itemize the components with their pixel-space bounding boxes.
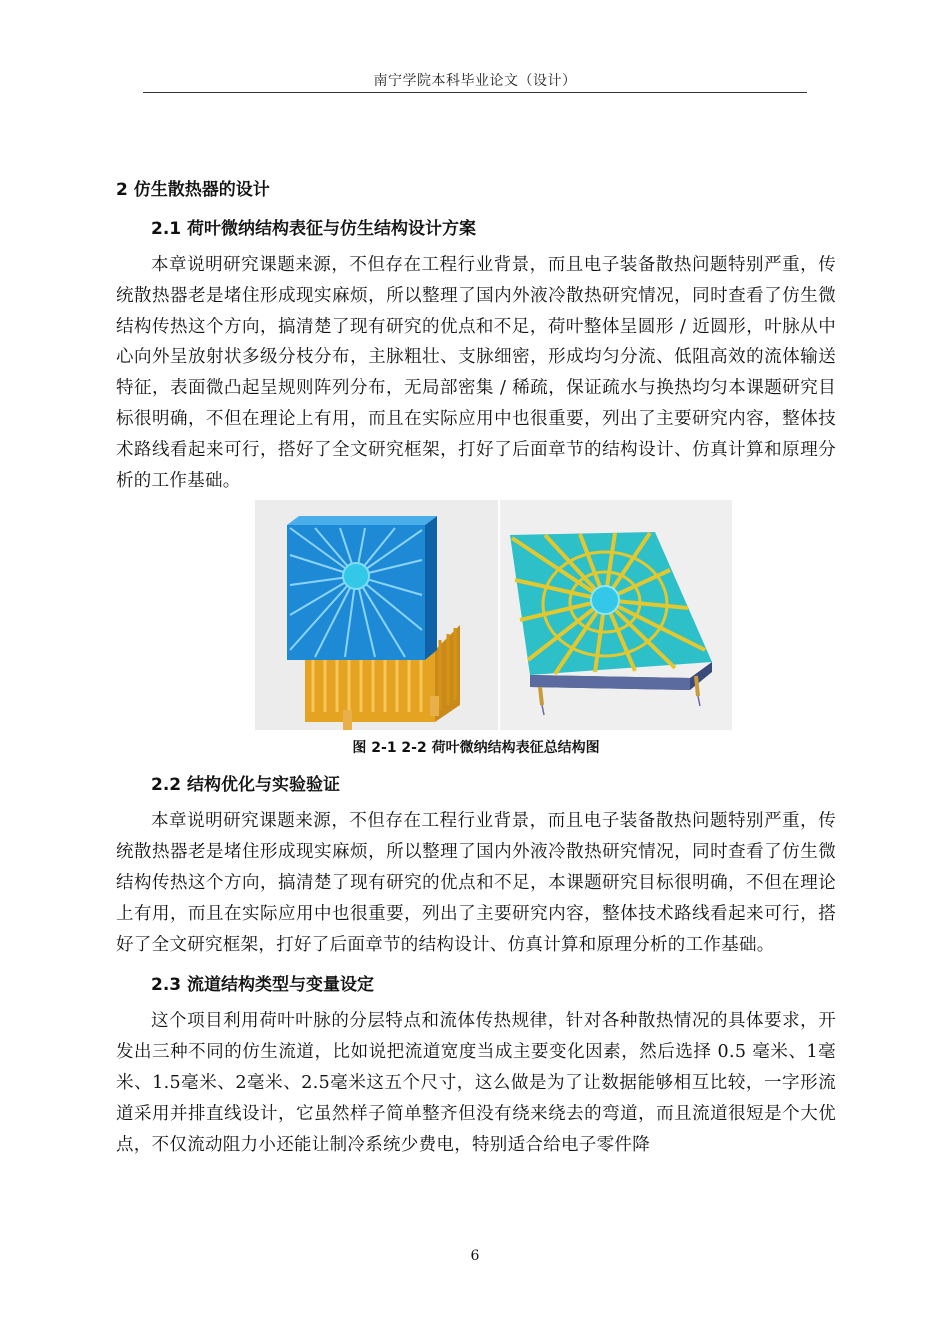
vein-channel-plate-render [500, 500, 732, 730]
section-2-1-paragraph: 本章说明研究课题来源，不但存在工程行业背景，而且电子装备散热问题特别严重，传统散热器老是堵住形成现实麻烦，所以整理了国内外液冷散热研究情况，同时查看了仿生微结构传热这个方向，搞清楚了现有研究的优点和不足，荷叶整体呈圆形 / 近圆形，叶脉从中心向外呈放射状多级分枝分布，主脉粗壮、支脉细密，形成均匀分流、低阻高效的流体输送特征，表面微凸起呈规则阵列分布，无局部密集 / 稀疏，保证疏水与换热均匀本课题研究目标很明确，不但在理论上有用，而且在实际应用中也很重要，列出了主要研究内容，整体技术路线看起来可行，搭好了全文研究框架，打好了后面章节的结构设计、仿真计算和原理分析的工作基础。 [116, 255, 836, 491]
heatsink-3d-image [255, 500, 498, 730]
section-2-3-paragraph: 这个项目利用荷叶叶脉的分层特点和流体传热规律，针对各种散热情况的具体要求，开发出三种不同的仿生流道，比如说把流道宽度当成主要变化因素，然后选择 0.5 毫米、1毫米、1.5毫米、2毫米、2.5毫米这五个尺寸，这么做是为了让数据能够相互比较，一字形流道采用并排直线设计，它虽然样子简单整齐但没有绕来绕去的弯道，而且流道很短是个大优点，不仅流动阻力小还能让制冷系统少费电，特别适合给电子零件降 [116, 1011, 836, 1155]
page-number: 6 [470, 1248, 480, 1264]
figure-2-1 [116, 500, 836, 730]
section-2-heading: 2 仿生散热器的设计 [116, 180, 270, 200]
running-header: 南宁学院本科毕业论文（设计） [373, 73, 577, 89]
header-rule [143, 92, 807, 93]
section-2-1-heading: 2.1 荷叶微纳结构表征与仿生结构设计方案 [151, 219, 477, 239]
page-body [116, 172, 836, 1160]
section-2-2-paragraph: 本章说明研究课题来源，不但存在工程行业背景，而且电子装备散热问题特别严重，传统散热器老是堵住形成现实麻烦，所以整理了国内外液冷散热研究情况，同时查看了仿生微结构传热这个方向，搞清楚了现有研究的优点和不足，本课题研究目标很明确，不但在理论上有用，而且在实际应用中也很重要，列出了主要研究内容，整体技术路线看起来可行，搭好了全文研究框架，打好了后面章节的结构设计、仿真计算和原理分析的工作基础。 [116, 811, 836, 955]
radial-channel-image [500, 500, 732, 730]
section-2-3-heading: 2.3 流道结构类型与变量设定 [151, 975, 375, 996]
pin-fin-heatsink-render [255, 500, 498, 730]
figure-caption: 图 2-1 2-2 荷叶微纳结构表征总结构图 [352, 740, 600, 757]
section-2-2-heading: 2.2 结构优化与实验验证 [151, 775, 341, 796]
